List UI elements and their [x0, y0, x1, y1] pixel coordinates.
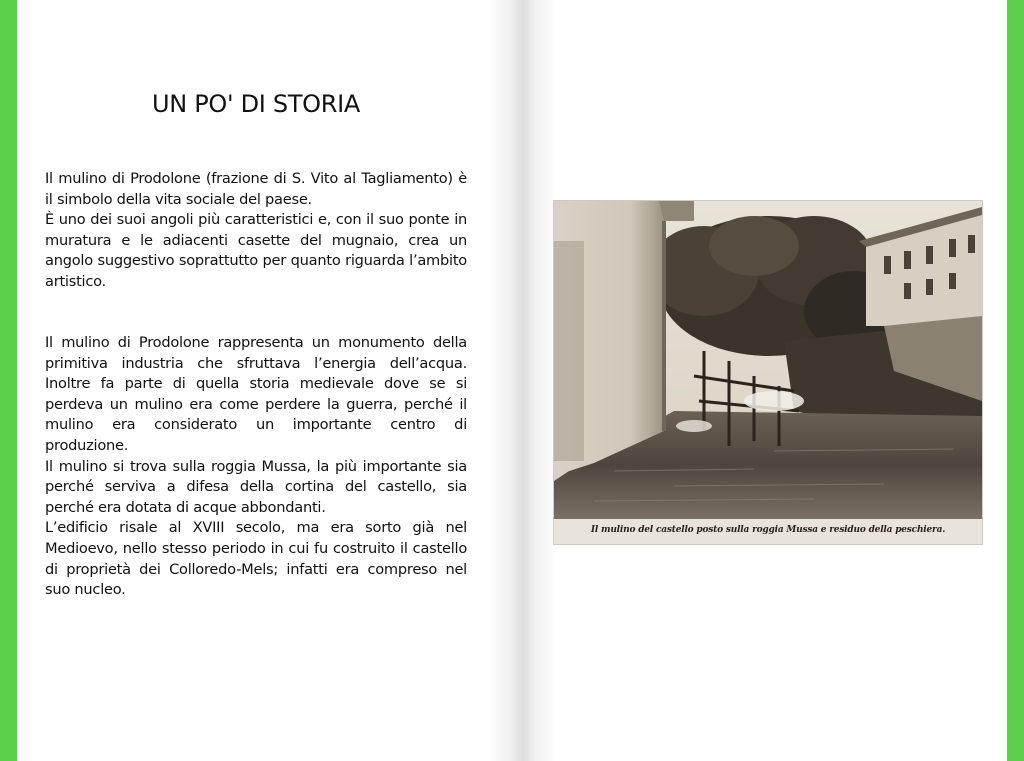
- intro-sentence: È uno dei suoi angoli più caratteristici e, con il suo ponte in muratura e le adiacenti casette del mugnaio, crea un angolo suggestivo soprattutto per quanto riguarda l’ambito artistico.: [45, 211, 467, 290]
- left-page: [45, 0, 467, 761]
- history-sentence: Il mulino di Prodolone rappresenta un monumento della primitiva industria che sfruttava l’energia dell’acqua. Inoltre fa parte di quella storia medievale dove se si perdeva un mulino era come perdere la guerra, perché il mulino era considerato un importante centro di produzione.: [45, 334, 467, 454]
- history-sentence: L’edificio risale al XVIII secolo, ma era sorto già nel Medioevo, nello stesso periodo in cui fu costruito il castello di proprietà dei Colloredo-Mels; infatti era compreso nel suo nucleo.: [45, 519, 467, 599]
- photo-caption: Il mulino del castello posto sulla roggia Mussa e residuo della peschiera.: [590, 525, 946, 535]
- mill-photo: [553, 200, 983, 545]
- mill-photo-image: [554, 201, 982, 519]
- intro-paragraph: [45, 169, 467, 293]
- page-title: UN PO' DI STORIA: [151, 90, 361, 118]
- book-spread: [17, 0, 1007, 761]
- intro-sentence: Il mulino di Prodolone (frazione di S. Vito al Tagliamento) è il simbolo della vita sociale del paese.: [45, 170, 467, 208]
- history-sentence: Il mulino si trova sulla roggia Mussa, la più importante sia perché serviva a difesa della cortina del castello, sia perché era dotata di acque abbondanti.: [45, 457, 467, 516]
- book-spine-shadow: [487, 0, 557, 761]
- history-paragraph: [45, 333, 467, 601]
